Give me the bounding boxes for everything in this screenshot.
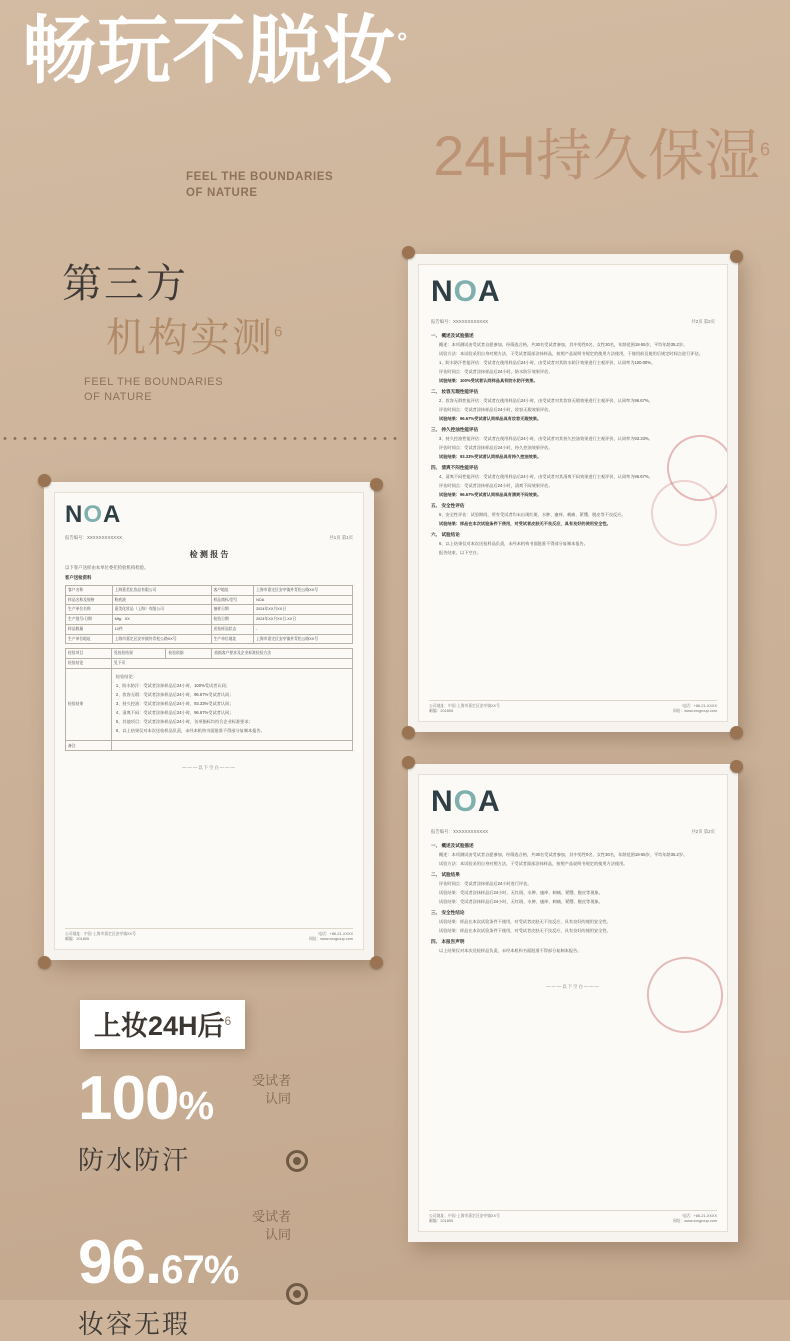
cell-value: 依据客户要求及企业标准检验方法 bbox=[212, 649, 353, 659]
paragraph: 6、以上结果仅对本次送检样品负责，未经本机构书面批准不得部分复制本报告。 bbox=[439, 540, 588, 546]
paragraph: 评估时间点：受试者涂抹样品后24小时，清爽不闷效果评估。 bbox=[439, 482, 553, 488]
cell-value bbox=[111, 741, 352, 751]
table-row bbox=[66, 624, 353, 634]
cell-value: 粉底液 bbox=[112, 595, 211, 605]
stat-approval-waterproof bbox=[252, 1072, 291, 1107]
report-number: 报告编号：XXXXXXXXXXXX bbox=[431, 319, 489, 324]
cell-label: 生产批号/日期 bbox=[66, 615, 113, 625]
cell-label: 生产单位地址 bbox=[211, 634, 254, 644]
footer-zip: 邮编：201805 bbox=[429, 1219, 454, 1224]
hero-secondary-text: 24H持久保湿 bbox=[433, 124, 760, 187]
thirdparty-en-line2: OF NATURE bbox=[84, 391, 153, 404]
logo-letter-a: A bbox=[478, 785, 501, 818]
cell-value bbox=[111, 668, 352, 741]
result-item: 1、防水防汗：受试者涂抹样品后24小时，100%受试者认同； bbox=[115, 683, 230, 689]
footer-phone: 电话：+86-21-XXXX bbox=[682, 703, 717, 708]
stat-value bbox=[78, 1228, 239, 1297]
cell-label: 送检样品状态 bbox=[211, 624, 254, 634]
footer-address: 公司地址：中国·上海市嘉定区安亭镇XX号 bbox=[65, 931, 136, 936]
paragraph: 概述：本项测试由受试者自愿参加，经筛选合格，共30名受试者参加，其中男性0名，女性30名，年龄范围18-55岁，平均年龄35.2岁。 bbox=[439, 851, 688, 857]
report-table-secondary bbox=[65, 648, 353, 751]
table-row bbox=[66, 649, 353, 659]
approval-line2: 认同 bbox=[265, 1090, 292, 1106]
corner-dot bbox=[402, 756, 415, 769]
stat-value-suffix: 67% bbox=[161, 1248, 239, 1292]
logo-letter-a: A bbox=[478, 275, 501, 308]
headline-degree: ° bbox=[397, 26, 409, 57]
cell-label: 客户地址 bbox=[211, 586, 254, 596]
page-title bbox=[22, 9, 409, 92]
table-row bbox=[66, 605, 353, 615]
hero-secondary-sup: 6 bbox=[759, 139, 770, 160]
result-item: 4、清爽不闷：受试者涂抹样品后24小时，96.67%受试者认同； bbox=[115, 710, 234, 716]
headline-text: 畅玩不脱妆 bbox=[22, 9, 397, 92]
stat-value bbox=[78, 1064, 214, 1133]
paragraph: 试验结果：受试者涂抹样品后24小时，无红斑、水肿、瘙痒、刺痛、紧绷、脱皮等现象。 bbox=[439, 898, 603, 904]
after-24h-sup: 6 bbox=[224, 1014, 232, 1028]
paragraph: 试验结果：100%受试者认同样品具有防水防汗效果。 bbox=[439, 377, 538, 383]
hero-subtitle-en-line1: FEEL THE BOUNDARIES bbox=[186, 171, 334, 183]
stat-flawless bbox=[78, 1228, 239, 1341]
cell-value: 上海市嘉定区安亭镇外青松公路XX号 bbox=[112, 634, 211, 644]
footer-phone: 电话：+86-21-XXXX bbox=[682, 1213, 717, 1218]
cell-value: Mfg：XX bbox=[112, 615, 211, 625]
paragraph: 3、持久控油性能评估：受试者在使用样品后24小时，由受试者对其持久控油效果进行主观评价，认同率为93.33%。 bbox=[439, 435, 653, 441]
paragraph: 以上结果仅对本次送检样品负责，未经本机构书面批准不得部分复制本报告。 bbox=[439, 947, 582, 953]
paragraph: 评估时间点：受试者涂抹样品后24小时进行评估。 bbox=[439, 880, 532, 886]
corner-dot bbox=[730, 250, 743, 263]
report-number: 报告编号：XXXXXXXXXXXX bbox=[65, 535, 123, 540]
thirdparty-line1: 第三方 bbox=[62, 262, 188, 306]
result-item: 3、持久控油：受试者涂抹样品后24小时，93.33%受试者认同； bbox=[115, 701, 234, 707]
section-heading: 三、 安全性结论 bbox=[431, 910, 465, 915]
table-row bbox=[66, 586, 353, 596]
paragraph: 5、安全性评估：试验期间，所有受试者均未出现红斑、水肿、瘙痒、刺痛、紧绷、脱皮等不良反应。 bbox=[439, 511, 626, 517]
hero-subtitle-en bbox=[186, 170, 333, 201]
result-item: 检验结论： bbox=[115, 674, 137, 680]
cell-label: 样品名称及规格 bbox=[66, 595, 113, 605]
paragraph: 试验结果：样品在本次试验条件下使用，对受试者皮肤无不良反应，具有良好的使用安全性。 bbox=[439, 520, 611, 526]
document-card-test-2[interactable] bbox=[408, 764, 738, 1242]
section-heading: 一、 概述及试验描述 bbox=[431, 843, 474, 848]
footer-website: 网址：www.xxxgroup.com bbox=[672, 709, 717, 714]
corner-dot bbox=[402, 246, 415, 259]
after-24h-text: 上妆24H后 bbox=[94, 1011, 225, 1041]
document-card-report[interactable] bbox=[44, 482, 374, 960]
section-heading: 三、 持久控油性能评估 bbox=[431, 427, 479, 432]
cell-value: 10件 bbox=[112, 624, 211, 634]
approval-line2: 认同 bbox=[265, 1226, 292, 1242]
cell-label: 检验结果 bbox=[66, 668, 112, 741]
noa-logo bbox=[431, 275, 501, 309]
section-heading: 二、 试验结果 bbox=[431, 872, 460, 877]
table-row bbox=[66, 595, 353, 605]
paragraph: 1、防水防汗性能评估：受试者在使用样品后24小时，由受试者对其防水防汗效果进行主观评价，认同率为100.00%。 bbox=[439, 359, 656, 365]
corner-dot bbox=[370, 956, 383, 969]
paragraph: 报告结束，以下空白。 bbox=[439, 549, 481, 555]
stat-approval-flawless bbox=[252, 1208, 291, 1243]
table-row bbox=[66, 668, 353, 741]
table-row bbox=[66, 741, 353, 751]
paragraph: 试验结果：96.67%受试者认同样品具有妆容无瑕效果。 bbox=[439, 415, 542, 421]
page-indicator: 共1页 第1页 bbox=[329, 535, 353, 540]
corner-dot bbox=[402, 726, 415, 739]
page-indicator: 共2页 第2页 bbox=[691, 319, 715, 324]
blank-signature: ———以下空白——— bbox=[546, 984, 600, 989]
section-heading: 一、 概述及试验描述 bbox=[431, 333, 474, 338]
corner-dot bbox=[730, 726, 743, 739]
document-header-row bbox=[431, 829, 715, 835]
table-row bbox=[66, 659, 353, 669]
stat-value-main: 100 bbox=[78, 1064, 179, 1133]
thirdparty-line2-text: 机构实测 bbox=[106, 316, 274, 360]
logo-letter-o: O bbox=[83, 501, 104, 528]
paragraph: 概述：本项测试由受试者自愿参加，经筛选合格，共30名受试者参加，其中男性0名，女性30名，年龄范围18-55岁，平均年龄35.2岁。 bbox=[439, 341, 688, 347]
approval-line1: 受试者 bbox=[252, 1209, 292, 1224]
paragraph: 评估时间点：受试者涂抹样品后24小时，防水防汗效果评估。 bbox=[439, 368, 553, 374]
cell-value: 2024年XX月XX日-XX日 bbox=[254, 615, 353, 625]
table-row bbox=[66, 634, 353, 644]
section-heading: 四、 清爽不闷性能评估 bbox=[431, 465, 479, 470]
footer-address: 公司地址：中国·上海市嘉定区安亭镇XX号 bbox=[429, 1213, 500, 1218]
paragraph: 试验结果：受试者涂抹样品后24小时，无红斑、水肿、瘙痒、刺痛、紧绷、脱皮等现象。 bbox=[439, 889, 603, 895]
section-heading: 四、 本报告声明 bbox=[431, 939, 465, 944]
document-header-row bbox=[65, 535, 353, 541]
cell-label: 检验依据 bbox=[166, 649, 212, 659]
section-heading: 五、 安全性评估 bbox=[431, 503, 465, 508]
document-note: 以下客户送样由本单位委托检验机构检验。 bbox=[65, 565, 149, 570]
footer-address: 公司地址：中国·上海市嘉定区安亭镇XX号 bbox=[429, 703, 500, 708]
section-heading: 二、 妆容无瑕性能评估 bbox=[431, 389, 479, 394]
document-footer bbox=[429, 1210, 717, 1225]
cell-label: 样品数量 bbox=[66, 624, 113, 634]
paragraph: 试验方法：本试验采用自身对照方法，于受试者面部涂抹样品，按照产品说明书规定的使用方法使用。 bbox=[439, 860, 628, 866]
cell-label: 客户名称 bbox=[66, 586, 113, 596]
cell-value: 见检验结果 bbox=[111, 649, 165, 659]
stat-value-main: 96. bbox=[78, 1228, 162, 1297]
noa-logo bbox=[431, 785, 501, 819]
cell-label: 抽样日期 bbox=[211, 605, 254, 615]
corner-dot bbox=[38, 474, 51, 487]
thirdparty-line2-sup: 6 bbox=[274, 323, 285, 341]
result-item: 2、妆容无瑕：受试者涂抹样品后24小时，96.67%受试者认同； bbox=[115, 692, 234, 698]
footer-phone: 电话：+86-21-XXXX bbox=[318, 931, 353, 936]
footer-zip: 邮编：201805 bbox=[65, 937, 90, 942]
cell-value: 见下页 bbox=[111, 659, 352, 669]
footer-website: 网址：www.xxxgroup.com bbox=[672, 1219, 717, 1224]
logo-letter-a: A bbox=[103, 501, 122, 528]
thirdparty-en-line1: FEEL THE BOUNDARIES bbox=[84, 376, 224, 388]
bullet-ring-icon bbox=[286, 1150, 308, 1172]
thirdparty-subtitle-en bbox=[84, 375, 223, 406]
report-table bbox=[65, 585, 353, 644]
stat-value-suffix: % bbox=[178, 1084, 214, 1128]
cell-label: 生产单位名称 bbox=[66, 605, 113, 615]
document-title: 检 测 报 告 bbox=[189, 550, 229, 559]
paragraph: 试验方法：本试验采用自身对照方法，于受试者面部涂抹样品，按照产品说明书规定的使用方法使用，于使用前及使用后规定时间点进行评估。 bbox=[439, 350, 703, 356]
stat-label: 妆容无瑕 bbox=[78, 1309, 191, 1339]
cell-value: 2024年XX月XX日 bbox=[254, 605, 353, 615]
section-label: 客户送检资料 bbox=[65, 575, 92, 580]
logo-letter-n: N bbox=[431, 785, 454, 818]
page-indicator: 共2页 第2页 bbox=[691, 829, 715, 834]
cell-label: 生产单位地址 bbox=[66, 634, 113, 644]
cell-label: 检验项目 bbox=[66, 649, 112, 659]
logo-letter-o: O bbox=[453, 275, 479, 308]
table-row bbox=[66, 615, 353, 625]
logo-letter-n: N bbox=[65, 501, 84, 528]
thirdparty-line2 bbox=[106, 306, 284, 363]
report-number: 报告编号：XXXXXXXXXXXX bbox=[431, 829, 489, 834]
document-footer bbox=[429, 700, 717, 715]
hero-secondary-title bbox=[433, 124, 770, 187]
stat-waterproof bbox=[78, 1064, 214, 1177]
noa-logo bbox=[65, 501, 121, 529]
cell-value: 上海嘉美化妆品有限公司 bbox=[112, 586, 211, 596]
document-header-row bbox=[431, 319, 715, 325]
document-footer bbox=[65, 928, 353, 943]
paragraph: 试验结果：93.33%受试者认同样品具有持久控油效果。 bbox=[439, 453, 542, 459]
paragraph: 评估时间点：受试者涂抹样品后24小时，妆容无瑕效果评估。 bbox=[439, 406, 553, 412]
paragraph: 试验结果：96.67%受试者认同样品具有清爽不闷效果。 bbox=[439, 491, 542, 497]
result-item: 6、以上结果仅对本次送检样品负责，未经本机构书面批准不得部分复制本报告。 bbox=[115, 728, 265, 734]
footer-zip: 邮编：201805 bbox=[429, 709, 454, 714]
blank-signature: ———以下空白——— bbox=[182, 765, 236, 771]
dotted-divider bbox=[0, 437, 400, 440]
stat-label: 防水防汗 bbox=[78, 1145, 191, 1175]
result-item: 5、其他项目：受试者涂抹样品后24小时，各项指标均符合企业标准要求； bbox=[115, 719, 253, 725]
paragraph: 2、妆容无瑕性能评估：受试者在使用样品后24小时，由受试者对其妆容无瑕效果进行主观评价，认同率为96.67%。 bbox=[439, 397, 653, 403]
corner-dot bbox=[730, 760, 743, 773]
corner-dot bbox=[370, 478, 383, 491]
cell-value: 上海市嘉定区安亭镇外青松公路XX号 bbox=[254, 634, 353, 644]
after-24h-tag bbox=[80, 1000, 245, 1049]
paragraph: 试验结果：样品在本次试验条件下使用，对受试者皮肤无不良反应，具有良好的使用安全性。 bbox=[439, 918, 611, 924]
logo-letter-n: N bbox=[431, 275, 454, 308]
cell-label: 样品商标/型号 bbox=[211, 595, 254, 605]
section-heading: 六、 试验结论 bbox=[431, 532, 460, 537]
paragraph: 试验结果：样品在本次试验条件下使用，对受试者皮肤无不良反应，具有良好的使用安全性。 bbox=[439, 927, 611, 933]
cell-label: 备注 bbox=[66, 741, 112, 751]
cell-value: 上海市嘉定区安亭镇外青松公路XX号 bbox=[254, 586, 353, 596]
cell-label: 检验日期 bbox=[211, 615, 254, 625]
cell-value: NOA bbox=[254, 595, 353, 605]
approval-line1: 受试者 bbox=[252, 1073, 292, 1088]
cell-value: - bbox=[254, 624, 353, 634]
cell-label: 检验结论 bbox=[66, 659, 112, 669]
bullet-ring-icon bbox=[286, 1283, 308, 1305]
cell-value: 嘉美化妆品（上海）有限公司 bbox=[112, 605, 211, 615]
hero-subtitle-en-line2: OF NATURE bbox=[186, 186, 258, 199]
document-card-test-1[interactable] bbox=[408, 254, 738, 732]
logo-letter-o: O bbox=[453, 785, 479, 818]
footer-website: 网址：www.xxxgroup.com bbox=[308, 937, 353, 942]
paragraph: 4、清爽不闷性能评估：受试者在使用样品后24小时，由受试者对其清爽不闷效果进行主观评价，认同率为96.67%。 bbox=[439, 473, 653, 479]
paragraph: 评估时间点：受试者涂抹样品后24小时，持久控油效果评估。 bbox=[439, 444, 553, 450]
corner-dot bbox=[38, 956, 51, 969]
seal-stamp bbox=[638, 948, 728, 1042]
